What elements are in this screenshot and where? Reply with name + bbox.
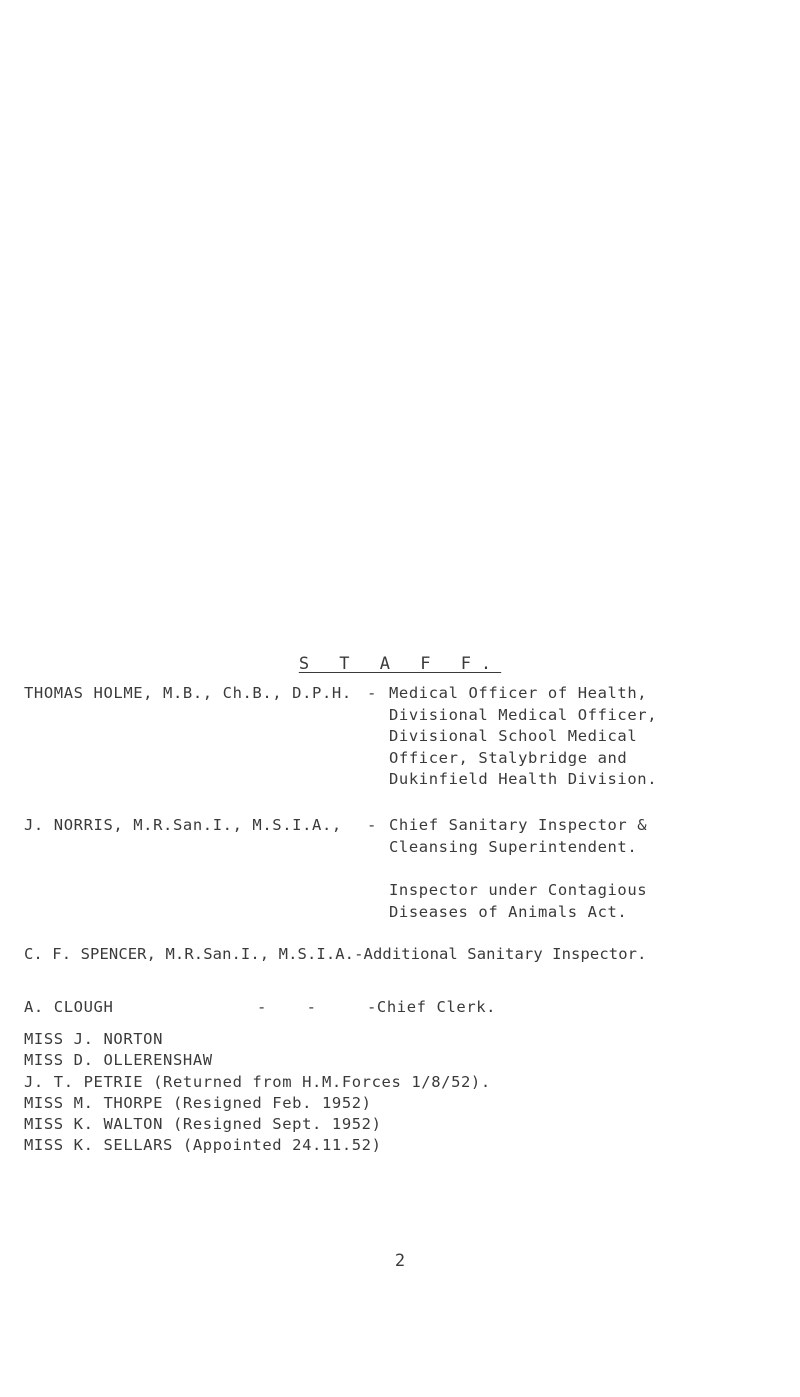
list-item: MISS M. THORPE (Resigned Feb. 1952) (24, 1093, 372, 1112)
role-holme (389, 683, 657, 791)
staff-name-clough: A. CLOUGH (24, 998, 114, 1016)
role-norris-2 (389, 880, 647, 923)
dash: - (367, 684, 377, 702)
page-number: 2 (394, 1251, 406, 1271)
role-line: Dukinfield Health Division. (389, 770, 658, 788)
clerk-list (24, 1029, 491, 1157)
list-item: MISS J. NORTON (24, 1030, 164, 1048)
role-line: Divisional School Medical (389, 727, 638, 745)
role-norris (389, 815, 647, 858)
role-clough: -Chief Clerk. (367, 998, 497, 1016)
role-line: Inspector under Contagious (389, 881, 648, 899)
staff-name-holme: THOMAS HOLME, M.B., Ch.B., D.P.H. (24, 684, 352, 702)
role-line: Divisional Medical Officer, (389, 705, 658, 724)
dashes: - - (257, 998, 317, 1016)
staff-spencer: C. F. SPENCER, M.R.San.I., M.S.I.A.-Additional Sanitary Inspector. (24, 945, 647, 963)
list-item: MISS K. SELLARS (Appointed 24.11.52) (24, 1136, 382, 1155)
list-item: MISS K. WALTON (Resigned Sept. 1952) (24, 1115, 382, 1134)
role-line: Diseases of Animals Act. (389, 902, 628, 921)
dash: - (367, 816, 377, 834)
role-line: Chief Sanitary Inspector & (389, 816, 648, 834)
list-item: J. T. PETRIE (Returned from H.M.Forces 1/8/52). (24, 1072, 491, 1091)
staff-name-norris: J. NORRIS, M.R.San.I., M.S.I.A., (24, 816, 342, 834)
role-line: Medical Officer of Health, (389, 684, 648, 702)
list-item: MISS D. OLLERENSHAW (24, 1051, 213, 1070)
role-line: Cleansing Superintendent. (389, 837, 638, 856)
role-line: Officer, Stalybridge and (389, 748, 628, 767)
page-title: S T A F F. (298, 654, 502, 674)
